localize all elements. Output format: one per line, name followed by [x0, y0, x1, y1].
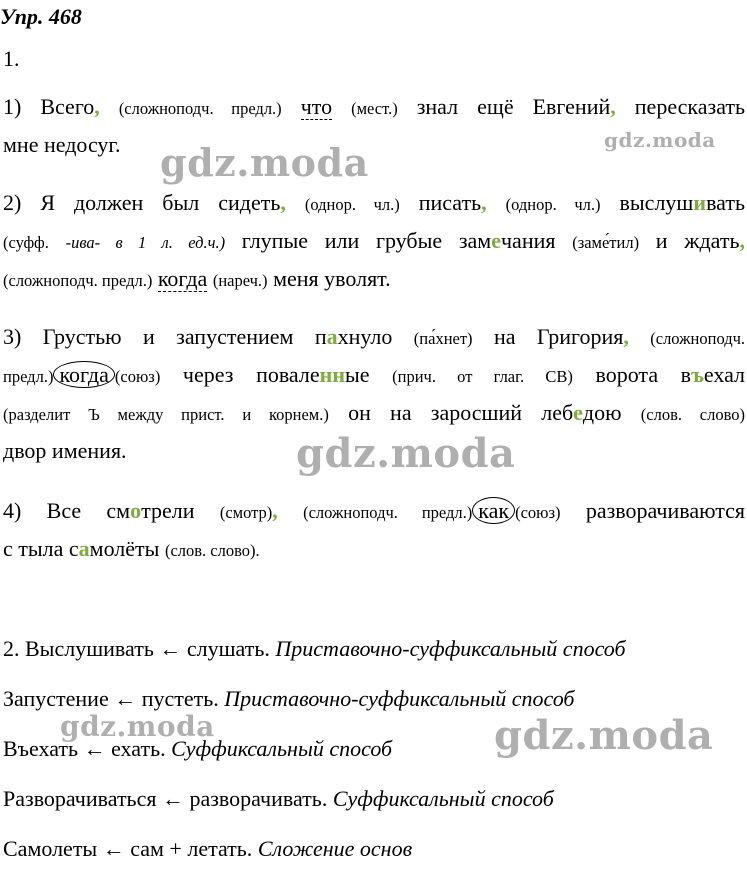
circled-conjunction: как: [472, 497, 515, 524]
sentence-2-line-2: [3, 222, 745, 260]
highlight-letter: а: [326, 324, 338, 349]
comma-mark: ,: [481, 190, 487, 215]
text-run: двор имения.: [3, 438, 127, 463]
sentence-2: [3, 184, 745, 298]
text-run: на Григория: [493, 324, 624, 349]
sentence-4-line-2: [3, 530, 745, 568]
derivation-method: Сложение основ: [257, 836, 413, 861]
grammar-note: (союз): [515, 503, 561, 522]
derivation: Разворачиваться ← разворачивать.: [3, 786, 328, 811]
grammar-note: (заме́тил): [572, 233, 640, 252]
grammar-note: (однор. чл.): [304, 195, 400, 214]
word-part: ворота в: [595, 362, 692, 387]
grammar-note: (слов. слово): [640, 405, 746, 424]
highlight-letter: е: [573, 400, 583, 425]
part1-label: 1.: [3, 46, 20, 71]
grammar-note: (сложноподч. предл.): [303, 503, 473, 522]
derivation: Запустение ← пустеть.: [3, 686, 219, 711]
sentence-number: 4): [3, 498, 22, 523]
highlight-letter: а: [78, 536, 90, 561]
comma-mark: ,: [94, 94, 100, 119]
part2-item-2: [3, 686, 574, 712]
word-part: вать: [706, 190, 746, 215]
comma-mark: ,: [610, 94, 616, 119]
word-part: трели: [141, 498, 195, 523]
word-part: Все см: [46, 498, 131, 523]
comma-mark: ,: [280, 190, 286, 215]
sentence-3-line-2: [3, 356, 745, 394]
word: писать: [418, 190, 482, 215]
highlight-letter: о: [130, 498, 142, 523]
text-run: разворачиваются: [585, 498, 746, 523]
grammar-note: (сложноподч. предл.): [118, 99, 282, 118]
word-part: глупые или грубые зам: [241, 228, 492, 253]
sentence-3-line-1: [3, 318, 745, 356]
comma-mark: ,: [623, 324, 629, 349]
grammar-note: (слов. слово).: [164, 541, 260, 560]
word-part: с тыла с: [3, 536, 79, 561]
grammar-note: (союз): [114, 367, 161, 386]
word-part: ые: [345, 362, 370, 387]
underlined-word: когда: [157, 266, 208, 291]
text-run: меня уволят.: [273, 266, 391, 291]
text-run: и ждать: [655, 228, 740, 253]
word-part: Грустью и запустением п: [42, 324, 327, 349]
comma-mark: ,: [272, 498, 278, 523]
sentence-number: 2): [3, 190, 22, 215]
grammar-note: (однор. чл.): [505, 195, 601, 214]
watermark: gdz.moda: [604, 128, 716, 152]
grammar-note: (суфф.: [3, 233, 49, 252]
sentence-number: 3): [3, 324, 22, 349]
sentence-1-line-1: [3, 88, 745, 126]
word-part: выслуш: [619, 190, 694, 215]
part2-item-5: [3, 836, 412, 862]
comma-mark: ,: [739, 228, 746, 253]
word-part: через повале: [182, 362, 320, 387]
text-run: пересказать: [634, 94, 746, 119]
watermark: gdz.moda: [60, 710, 215, 743]
highlight-letter: е: [491, 228, 501, 253]
part2-item-1: [3, 636, 626, 662]
word-part: хнуло: [337, 324, 393, 349]
derivation-method: Приставочно-суффиксальный способ: [275, 636, 626, 661]
word-part: дою: [582, 400, 622, 425]
sentence-2-line-3: [3, 260, 745, 298]
word-part: чания: [500, 228, 556, 253]
watermark: gdz.moda: [160, 140, 369, 185]
sentence-4: [3, 492, 745, 568]
derivation: Выслушивать ← слушать.: [25, 636, 270, 661]
watermark: gdz.moda: [494, 712, 714, 759]
grammar-note: (разделит Ъ между прист. и корнем.): [3, 405, 329, 424]
sentence-2-line-1: [3, 184, 745, 222]
derivation-method: Суффиксальный способ: [171, 736, 393, 761]
grammar-note: (сложноподч. предл.): [3, 271, 153, 290]
sentence-number: 1): [3, 94, 22, 119]
sentence-3-line-3: [3, 394, 745, 432]
part2-label: 2.: [3, 636, 20, 661]
watermark: gdz.moda: [296, 430, 516, 477]
sentence-1: [3, 88, 745, 164]
grammar-note: (нареч.): [212, 271, 268, 290]
highlight-letter: нн: [319, 362, 345, 387]
grammar-note: (мест.): [351, 99, 398, 118]
derivation-method: Приставочно-суффиксальный способ: [224, 686, 575, 711]
grammar-note: (сложноподч.: [650, 329, 746, 348]
part2-item-4: [3, 786, 554, 812]
highlight-letter: и: [693, 190, 707, 215]
text-run: мне недосуг.: [3, 132, 121, 157]
grammar-note: (смотр): [219, 503, 273, 522]
grammar-note: предл.): [3, 367, 54, 386]
sentence-4-line-1: [3, 492, 745, 530]
word: Всего: [40, 94, 95, 119]
grammar-note: (прич. от глаг. СВ): [392, 367, 573, 386]
word-part: ехал: [703, 362, 746, 387]
derivation-method: Суффиксальный способ: [332, 786, 554, 811]
word-part: он на заросший леб: [348, 400, 574, 425]
word-part: молёты: [89, 536, 160, 561]
derivation: Самолеты ← сам + летать.: [3, 836, 253, 861]
derivation: Въехать ← ехать.: [3, 736, 166, 761]
highlight-letter: ъ: [691, 362, 704, 387]
grammar-note: -ива- в 1 л. ед.ч.): [65, 233, 226, 252]
text-run: Я должен был сидеть: [40, 190, 281, 215]
circled-conjunction: когда: [53, 361, 114, 388]
exercise-title: Упр. 468: [0, 4, 82, 29]
grammar-note: (па́хнет): [413, 329, 473, 348]
text-run: знал ещё Евгений: [416, 94, 611, 119]
underlined-word: что: [300, 94, 333, 119]
